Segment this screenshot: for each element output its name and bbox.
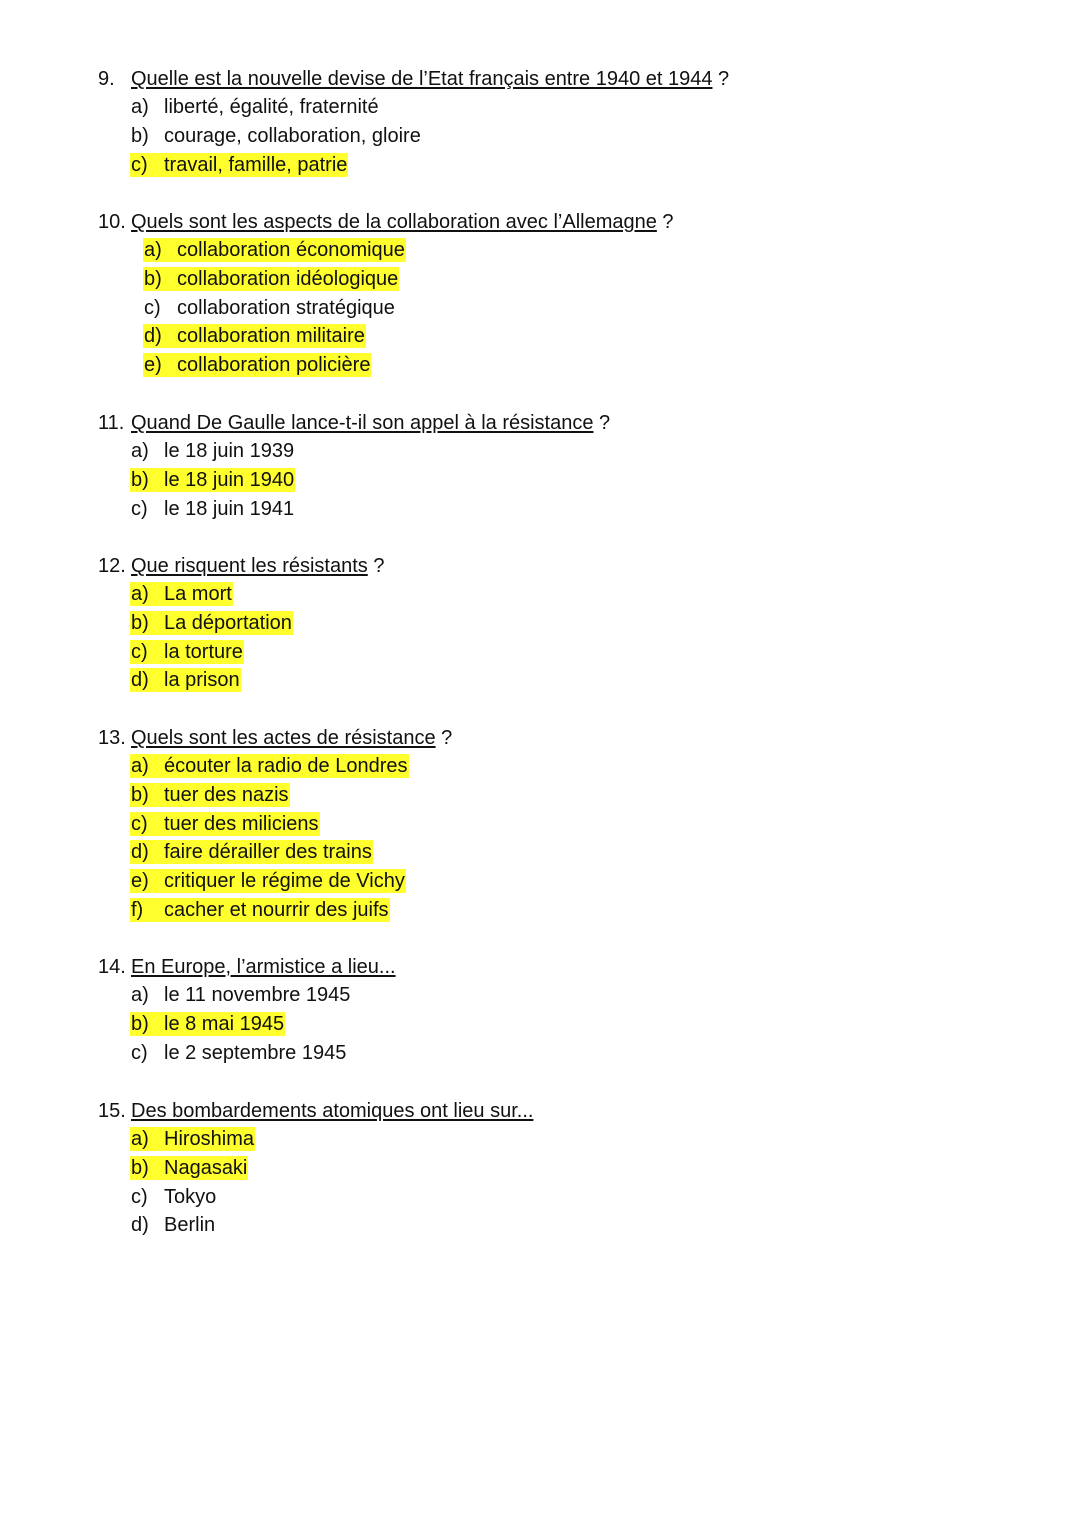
answer-option [130, 810, 998, 839]
option-letter: b) [131, 1156, 149, 1179]
option-text: collaboration policière [177, 354, 371, 377]
option-text: collaboration idéologique [177, 267, 399, 290]
question-text: Quand De Gaulle lance-t-il son appel à la résistance [131, 412, 594, 434]
option-letter: c) [131, 640, 148, 663]
question-number: 10. [98, 211, 126, 233]
question-15 [98, 1097, 998, 1240]
option-text: Tokyo [164, 1185, 217, 1208]
option-text: Hiroshima [164, 1128, 255, 1150]
answer-option [130, 666, 998, 695]
answer-option [130, 437, 998, 466]
answer-option [130, 896, 998, 925]
answer-option [130, 1010, 998, 1039]
answer-option [130, 1039, 998, 1068]
question-15-heading [98, 1097, 998, 1125]
answer-option [130, 609, 998, 638]
question-12-heading [98, 552, 998, 580]
option-letter: c) [131, 1041, 148, 1064]
option-letter: e) [131, 870, 149, 893]
question-9-heading [98, 65, 998, 93]
question-9 [98, 65, 998, 179]
option-letter: c) [131, 1185, 148, 1208]
question-suffix: ? [712, 68, 730, 90]
option-text: le 18 juin 1941 [164, 497, 295, 520]
answer-list [98, 580, 998, 695]
question-text: Que risquent les résistants [131, 555, 368, 577]
answer-list [98, 236, 998, 380]
option-letter: b) [131, 1012, 149, 1035]
answer-option [143, 294, 998, 323]
option-letter: b) [131, 611, 149, 634]
question-number: 11. [98, 412, 125, 434]
question-13-heading [98, 724, 998, 752]
option-text: La mort [164, 583, 232, 605]
question-text: Des bombardements atomiques ont lieu sur... [131, 1100, 534, 1122]
option-letter: a) [144, 239, 162, 261]
question-suffix: ? [435, 727, 453, 749]
answer-option [130, 122, 998, 151]
option-text: faire dérailler des trains [164, 841, 372, 864]
answer-option [130, 1211, 998, 1240]
option-letter: e) [144, 354, 162, 377]
question-number: 14. [98, 956, 126, 978]
answer-option [130, 752, 998, 781]
option-letter: a) [131, 96, 149, 118]
answer-option [130, 638, 998, 667]
option-letter: d) [131, 1214, 149, 1237]
question-12 [98, 552, 998, 695]
question-suffix: ? [656, 211, 674, 233]
answer-option [143, 351, 998, 380]
answer-option [143, 322, 998, 351]
option-letter: a) [131, 984, 149, 1006]
option-letter: b) [144, 267, 162, 290]
option-letter: b) [131, 783, 149, 806]
option-text: le 2 septembre 1945 [164, 1041, 347, 1064]
option-text: tuer des nazis [164, 783, 289, 806]
option-text: la prison [164, 669, 240, 692]
question-13 [98, 724, 998, 925]
option-text: écouter la radio de Londres [164, 755, 408, 777]
question-10 [98, 208, 998, 380]
option-letter: f) [131, 898, 144, 921]
answer-option [130, 981, 998, 1010]
answer-option [130, 781, 998, 810]
option-letter: d) [131, 669, 149, 692]
question-number: 13. [98, 727, 126, 749]
option-letter: b) [131, 468, 149, 491]
option-text: le 18 juin 1940 [164, 468, 295, 491]
question-11 [98, 409, 998, 523]
question-text: En Europe, l’armistice a lieu... [131, 956, 396, 978]
answer-option [130, 1183, 998, 1212]
option-text: collaboration économique [177, 239, 405, 261]
question-text: Quels sont les aspects de la collaboration avec l’Allemagne [131, 211, 657, 233]
option-letter: a) [131, 1128, 149, 1150]
option-letter: a) [131, 440, 149, 462]
answer-list [98, 1125, 998, 1240]
option-text: courage, collaboration, gloire [164, 124, 421, 147]
option-text: Nagasaki [164, 1156, 248, 1179]
answer-option [130, 466, 998, 495]
answer-list [98, 752, 998, 925]
answer-list [98, 93, 998, 179]
option-text: tuer des miliciens [164, 812, 319, 835]
question-number: 15. [98, 1100, 126, 1122]
option-letter: d) [144, 325, 162, 348]
question-14-heading [98, 953, 998, 981]
question-14 [98, 953, 998, 1067]
option-letter: b) [131, 124, 149, 147]
answer-option [130, 838, 998, 867]
option-letter: c) [131, 497, 148, 520]
option-text: le 8 mai 1945 [164, 1012, 285, 1035]
question-suffix: ? [593, 412, 611, 434]
answer-option [130, 580, 998, 609]
option-text: liberté, égalité, fraternité [164, 96, 379, 118]
question-suffix: ? [367, 555, 385, 577]
answer-list [98, 981, 998, 1067]
option-text: critiquer le régime de Vichy [164, 870, 405, 893]
option-letter: c) [144, 296, 161, 319]
option-letter: d) [131, 841, 149, 864]
option-letter: a) [131, 755, 149, 777]
question-11-heading [98, 409, 998, 437]
option-text: le 18 juin 1939 [164, 440, 295, 462]
answer-option [130, 1154, 998, 1183]
answer-option [143, 265, 998, 294]
answer-option [130, 151, 998, 180]
option-text: collaboration stratégique [177, 296, 395, 319]
option-text: travail, famille, patrie [164, 153, 348, 176]
option-text: Berlin [164, 1214, 216, 1237]
option-letter: c) [131, 153, 148, 176]
option-text: collaboration militaire [177, 325, 365, 348]
option-text: cacher et nourrir des juifs [164, 898, 389, 921]
question-number: 12. [98, 555, 126, 577]
option-text: le 11 novembre 1945 [164, 984, 351, 1006]
question-number: 9. [98, 68, 115, 90]
option-text: La déportation [164, 611, 292, 634]
option-letter: c) [131, 812, 148, 835]
answer-option [130, 495, 998, 524]
question-text: Quelle est la nouvelle devise de l’Etat français entre 1940 et 1944 [131, 68, 713, 90]
answer-list [98, 437, 998, 523]
question-10-heading [98, 208, 998, 236]
answer-option [130, 1125, 998, 1154]
option-letter: a) [131, 583, 149, 605]
answer-option [143, 236, 998, 265]
answer-option [130, 93, 998, 122]
option-text: la torture [164, 640, 243, 663]
answer-option [130, 867, 998, 896]
question-text: Quels sont les actes de résistance [131, 727, 436, 749]
